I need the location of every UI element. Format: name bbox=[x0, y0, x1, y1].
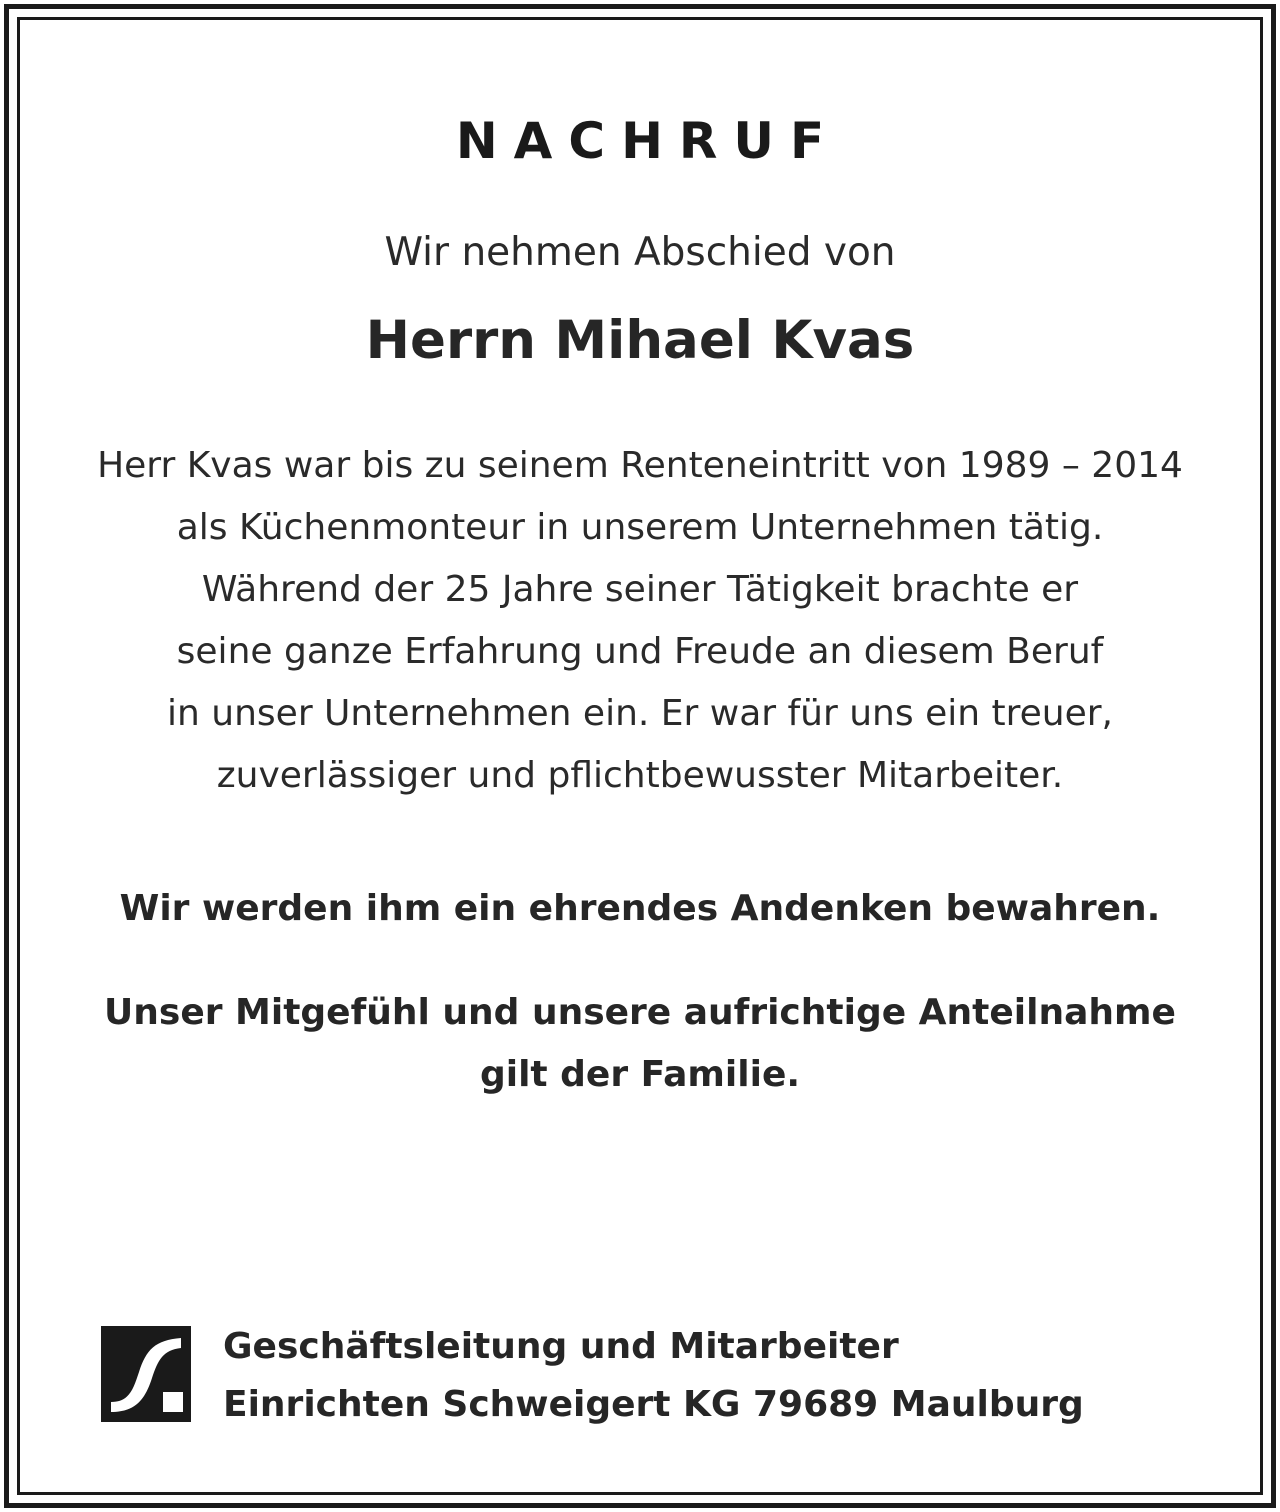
deceased-name: Herrn Mihael Kvas bbox=[365, 310, 915, 371]
condolence-line: Unser Mitgefühl und unsere aufrichtige Anteilnahme bbox=[104, 992, 1176, 1033]
schweigert-s-logo-icon bbox=[101, 1326, 191, 1422]
body-line: seine ganze Erfahrung und Freude an diesem Beruf bbox=[176, 631, 1104, 672]
condolence-statement bbox=[20, 982, 1260, 1106]
notice-body bbox=[20, 435, 1260, 807]
signature-block bbox=[223, 1318, 1084, 1434]
body-line: Herr Kvas war bis zu seinem Renteneintritt von 1989 – 2014 bbox=[97, 445, 1183, 486]
signature-line-1: Geschäftsleitung und Mitarbeiter bbox=[223, 1326, 899, 1367]
body-line: als Küchenmonteur in unserem Unternehmen tätig. bbox=[176, 507, 1104, 548]
body-line: in unser Unternehmen ein. Er war für uns ein treuer, bbox=[167, 693, 1113, 734]
body-line: zuverlässiger und pflichtbewusster Mitarbeiter. bbox=[216, 755, 1064, 796]
notice-heading: NACHRUF bbox=[455, 112, 841, 170]
signature-line-2: Einrichten Schweigert KG 79689 Maulburg bbox=[223, 1384, 1084, 1425]
notice-intro: Wir nehmen Abschied von bbox=[384, 230, 896, 275]
body-line: Während der 25 Jahre seiner Tätigkeit brachte er bbox=[201, 569, 1079, 610]
condolence-line: gilt der Familie. bbox=[479, 1054, 801, 1095]
closing-statement: Wir werden ihm ein ehrendes Andenken bewahren. bbox=[119, 888, 1161, 929]
